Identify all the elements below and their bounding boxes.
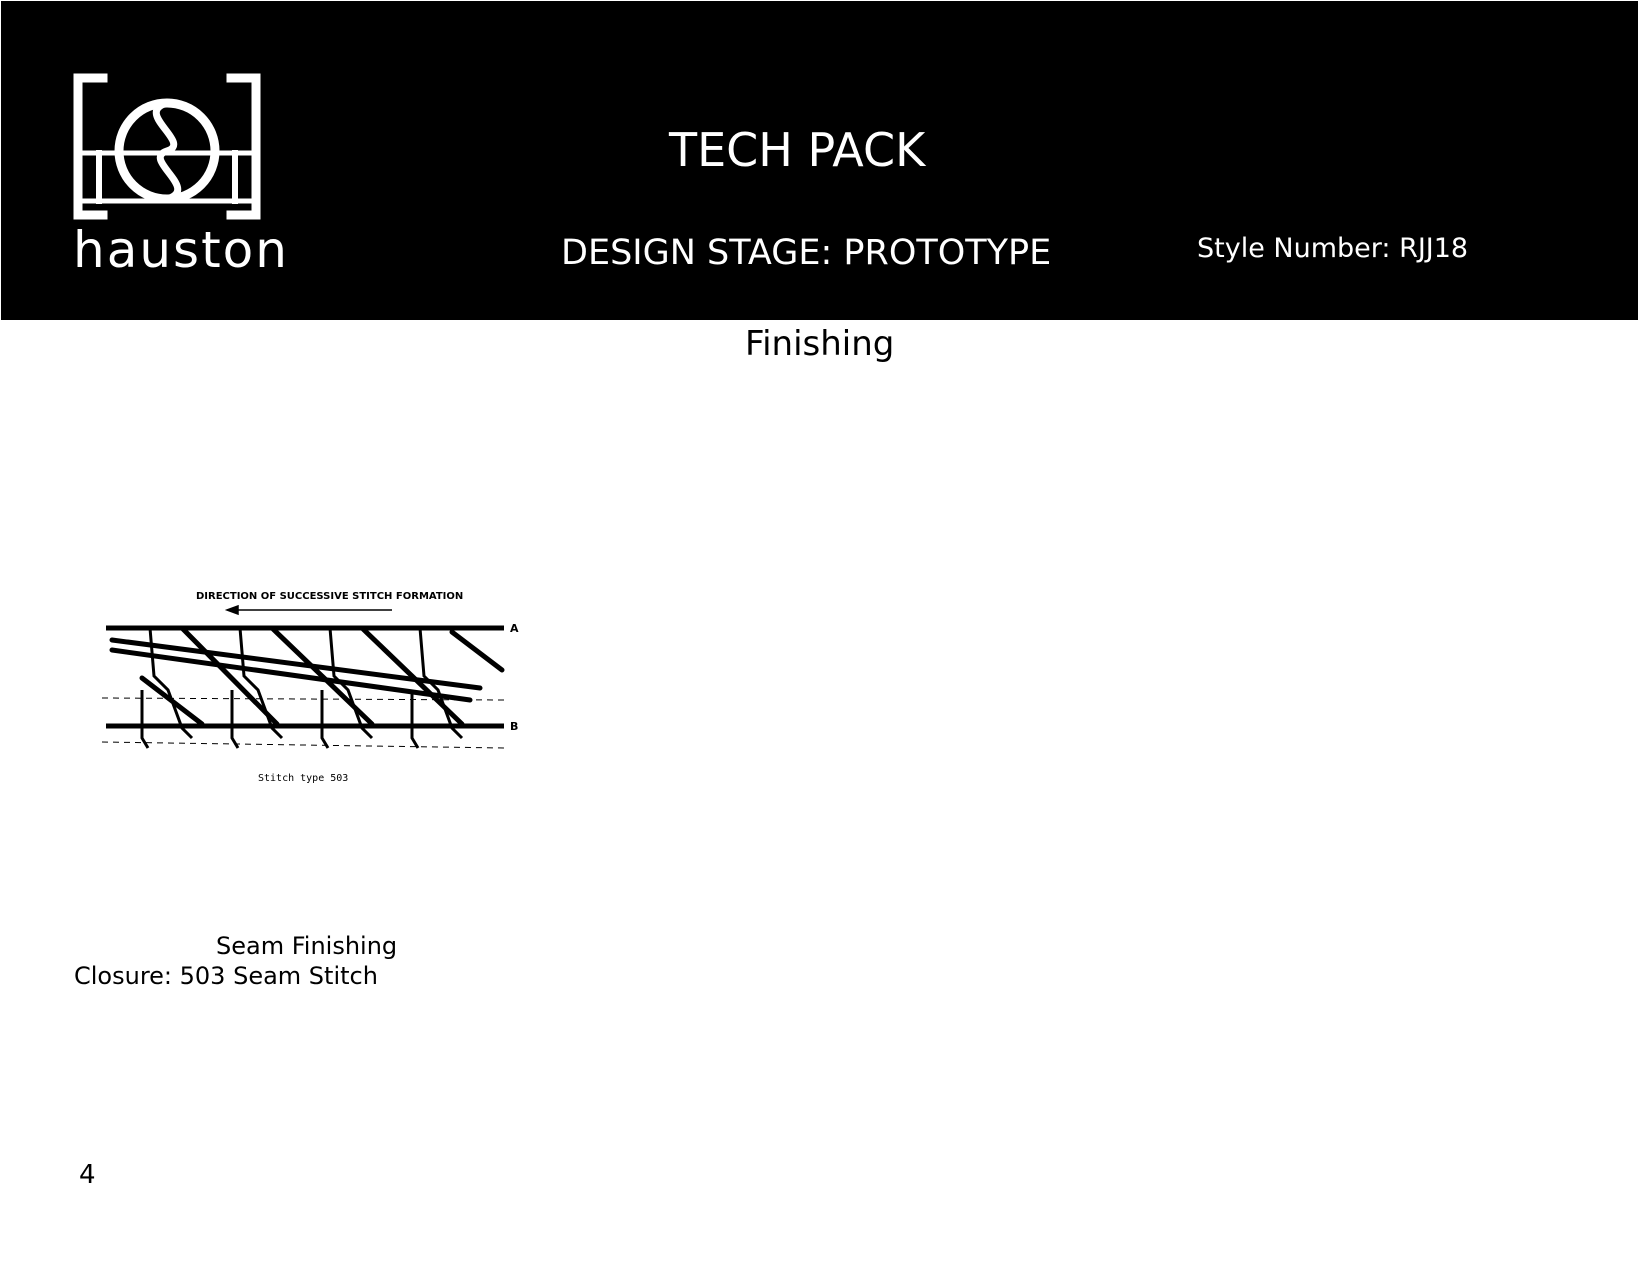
diagram-caption: Stitch type 503 bbox=[258, 773, 349, 784]
stitch-diagram bbox=[72, 588, 520, 794]
point-b-label: B bbox=[510, 720, 519, 733]
point-a-label: A bbox=[510, 622, 519, 635]
page-number: 4 bbox=[79, 1160, 96, 1190]
design-stage: DESIGN STAGE: PROTOTYPE bbox=[561, 233, 1052, 273]
brand-logo bbox=[73, 73, 303, 283]
section-title: Finishing bbox=[745, 324, 895, 364]
header-banner bbox=[1, 1, 1638, 320]
style-number: Style Number: RJJ18 bbox=[1197, 233, 1469, 264]
brand-logo-mark bbox=[73, 73, 303, 223]
stitch-drawing bbox=[72, 588, 520, 794]
caption-detail: Closure: 503 Seam Stitch bbox=[74, 962, 378, 990]
caption-title: Seam Finishing bbox=[216, 932, 398, 960]
direction-label: DIRECTION OF SUCCESSIVE STITCH FORMATION bbox=[196, 591, 464, 602]
document-title: TECH PACK bbox=[669, 123, 926, 177]
brand-wordmark: hauston bbox=[73, 221, 289, 279]
